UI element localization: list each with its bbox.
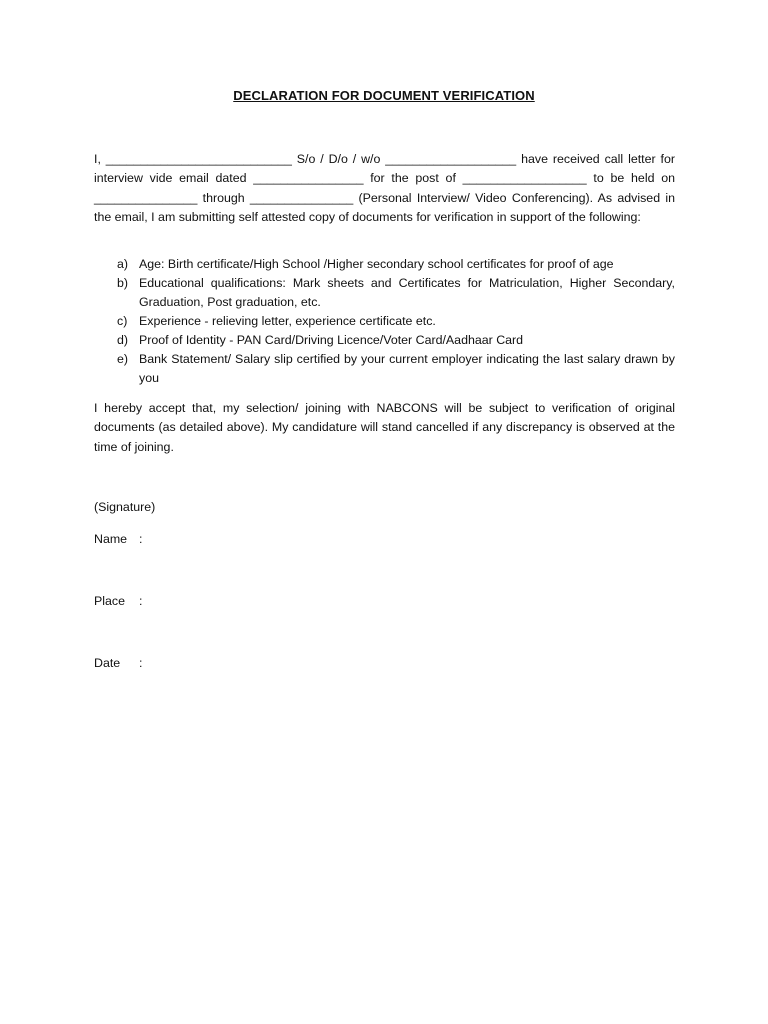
- date-label: Date: [94, 656, 121, 670]
- list-item: [94, 274, 675, 312]
- list-item: [94, 331, 675, 350]
- acceptance-paragraph: I hereby accept that, my selection/ joining with NABCONS will be subject to verification of original documents (as detailed above). My candidature will stand cancelled if any discrepancy is observed at the time of joining.: [94, 401, 675, 454]
- list-item-text: Educational qualifications: Mark sheets and Certificates for Matriculation, Higher Secondary, Graduation, Post graduation, etc.: [139, 276, 675, 309]
- name-label: Name: [94, 532, 128, 546]
- list-marker: d): [117, 333, 129, 347]
- list-item: [94, 350, 675, 388]
- documents-list: [94, 255, 675, 388]
- place-field: [94, 592, 143, 611]
- list-marker: a): [117, 257, 129, 271]
- list-item-text: Experience - relieving letter, experience certificate etc.: [139, 314, 436, 328]
- list-item: [94, 312, 675, 331]
- place-label: Place: [94, 594, 125, 608]
- document-title: DECLARATION FOR DOCUMENT VERIFICATION: [233, 88, 535, 103]
- name-field: [94, 530, 143, 549]
- name-colon: :: [139, 532, 143, 546]
- list-item-text: Age: Birth certificate/High School /Higher secondary school certificates for proof of age: [139, 257, 614, 271]
- signature-label: (Signature): [94, 500, 156, 514]
- list-marker: b): [117, 276, 129, 290]
- place-colon: :: [139, 594, 143, 608]
- list-item: [94, 255, 675, 274]
- list-marker: c): [117, 314, 128, 328]
- list-marker: e): [117, 352, 129, 366]
- date-colon: :: [139, 656, 143, 670]
- list-item-text: Bank Statement/ Salary slip certified by your current employer indicating the last salary drawn by you: [139, 352, 675, 385]
- date-field: [94, 654, 143, 673]
- intro-paragraph: I, ___________________________ S/o / D/o / w/o ___________________ have received call letter for interview vide email dated ________________ for the post of __________________ to be held on _______________ through _______________ (Personal Interview/ Video Conferencing). As advised in the email, I am submitting self attested copy of documents for verification in support of the following:: [94, 152, 675, 225]
- list-item-text: Proof of Identity - PAN Card/Driving Licence/Voter Card/Aadhaar Card: [139, 333, 524, 347]
